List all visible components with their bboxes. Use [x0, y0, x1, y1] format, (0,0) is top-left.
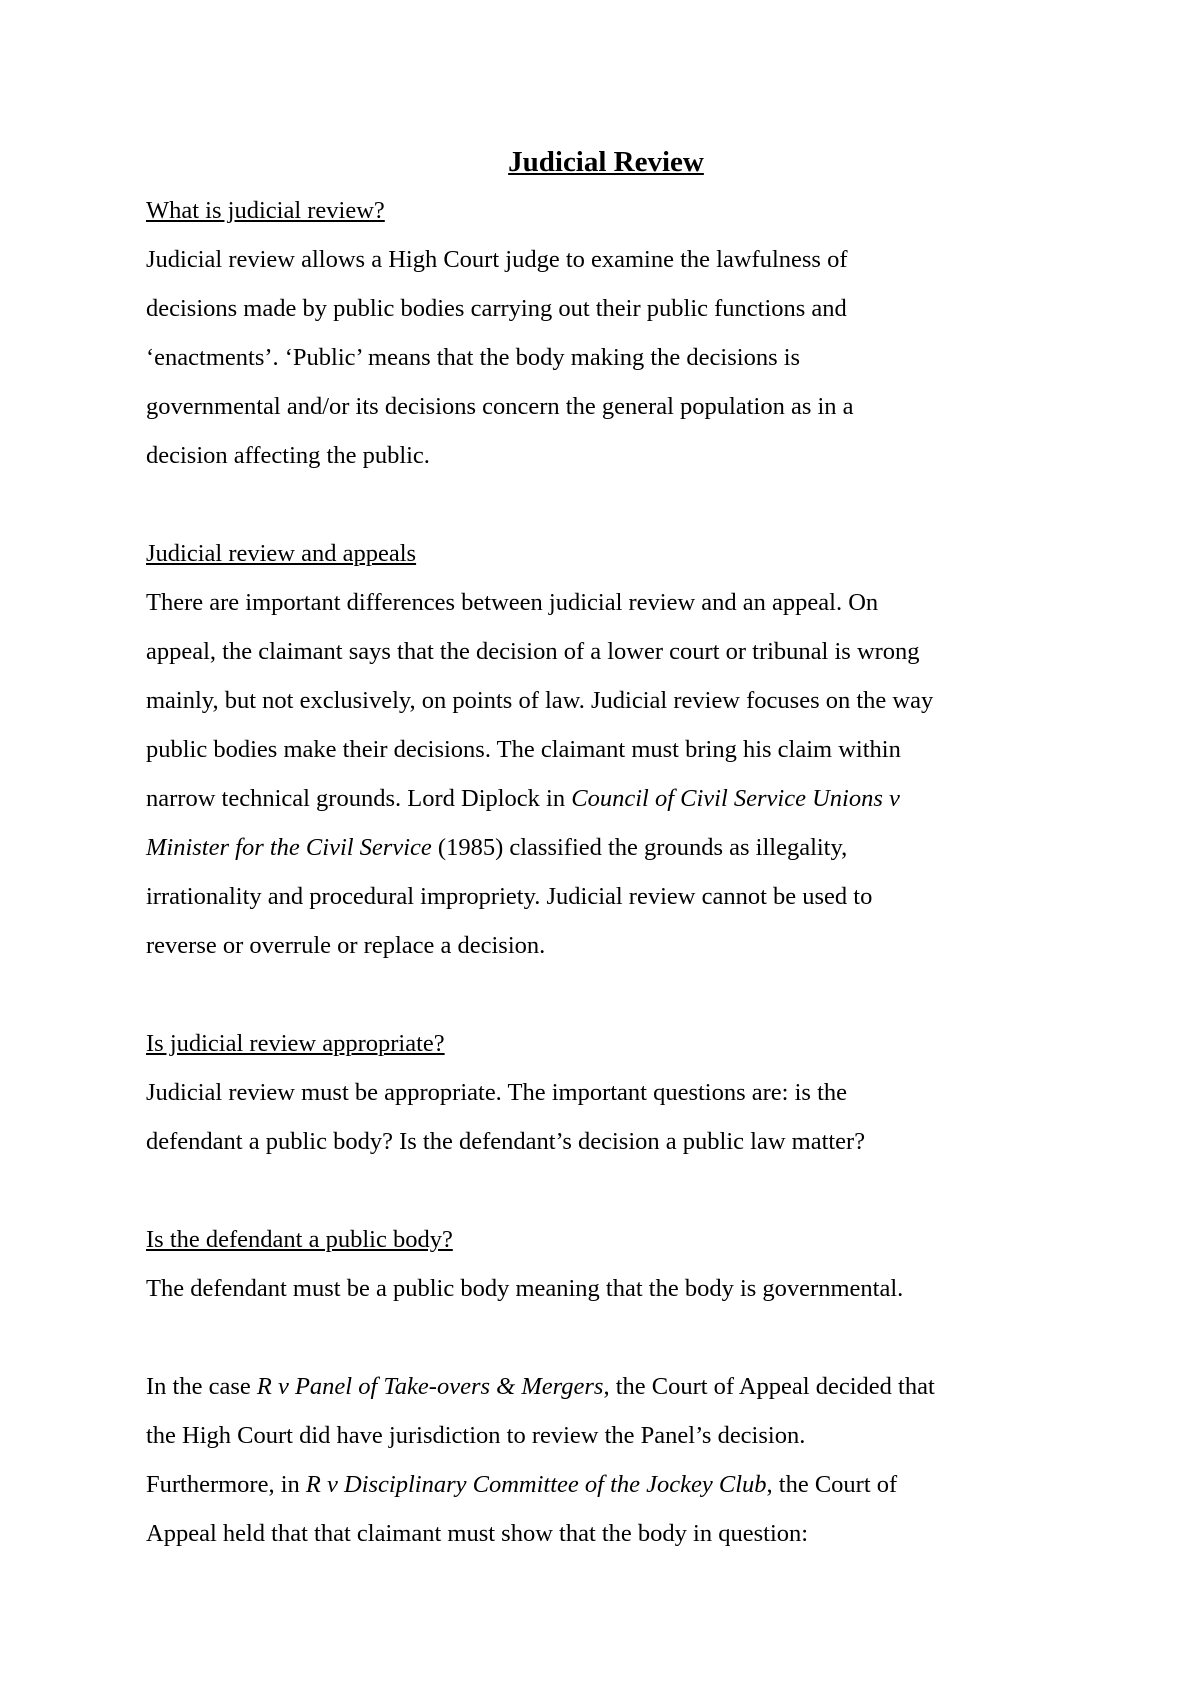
section-heading-is-the-defendant-a-public-body: Is the defendant a public body? — [146, 1226, 453, 1253]
paragraph-line: governmental and/or its decisions concern the general population as in a — [146, 393, 854, 420]
paragraph-spacer — [146, 1166, 1076, 1215]
section-heading-what-is-judicial-review: What is judicial review? — [146, 197, 385, 224]
paragraph-line — [146, 774, 1076, 823]
text-run: In the case — [146, 1373, 257, 1400]
section-heading-is-judicial-review-appropriate: Is judicial review appropriate? — [146, 1030, 445, 1057]
paragraph-line: ‘enactments’. ‘Public’ means that the body making the decisions is — [146, 344, 801, 371]
document-page — [146, 142, 1076, 1558]
case-citation: R v Panel of Take-overs & Mergers — [256, 1373, 604, 1400]
paragraph-line: There are important differences between judicial review and an appeal. On — [146, 589, 879, 616]
case-citation: Council of Civil Service Unions v — [571, 785, 900, 812]
paragraph-line: irrationality and procedural impropriety. Judicial review cannot be used to — [146, 883, 873, 910]
text-run: , the Court of — [766, 1471, 898, 1498]
paragraph-line: appeal, the claimant says that the decision of a lower court or tribunal is wrong — [146, 638, 920, 665]
paragraph-spacer — [146, 970, 1076, 1019]
paragraph-line: Appeal held that that claimant must show that the body in question: — [146, 1520, 809, 1547]
case-citation: R v Disciplinary Committee of the Jockey Club — [305, 1471, 767, 1498]
paragraph-line: decisions made by public bodies carrying out their public functions and — [146, 295, 847, 322]
text-run: , the Court of Appeal decided that — [603, 1373, 935, 1400]
text-run: (1985) classified the grounds as illegality, — [431, 834, 848, 861]
section-heading-judicial-review-and-appeals: Judicial review and appeals — [146, 540, 417, 567]
paragraph-line: public bodies make their decisions. The claimant must bring his claim within — [146, 736, 901, 763]
paragraph-spacer — [146, 1313, 1076, 1362]
paragraph-line: The defendant must be a public body meaning that the body is governmental. — [146, 1275, 904, 1302]
document-title: Judicial Review — [508, 146, 704, 178]
paragraph-line: decision affecting the public. — [146, 442, 430, 469]
paragraph-line: the High Court did have jurisdiction to review the Panel’s decision. — [146, 1422, 806, 1449]
paragraph-spacer — [146, 480, 1076, 529]
paragraph-line: Judicial review must be appropriate. The important questions are: is the — [146, 1079, 848, 1106]
paragraph-line: defendant a public body? Is the defendant’s decision a public law matter? — [146, 1128, 866, 1155]
paragraph-line: mainly, but not exclusively, on points of law. Judicial review focuses on the way — [146, 687, 934, 714]
text-run: Furthermore, in — [146, 1471, 306, 1498]
paragraph-line: Judicial review allows a High Court judge to examine the lawfulness of — [146, 246, 848, 273]
paragraph-line — [146, 1460, 1076, 1509]
text-run: narrow technical grounds. Lord Diplock in — [146, 785, 572, 812]
case-citation: Minister for the Civil Service — [146, 834, 432, 861]
paragraph-line: reverse or overrule or replace a decision. — [146, 932, 546, 959]
paragraph-line — [146, 1362, 1076, 1411]
paragraph-line — [146, 823, 1076, 872]
